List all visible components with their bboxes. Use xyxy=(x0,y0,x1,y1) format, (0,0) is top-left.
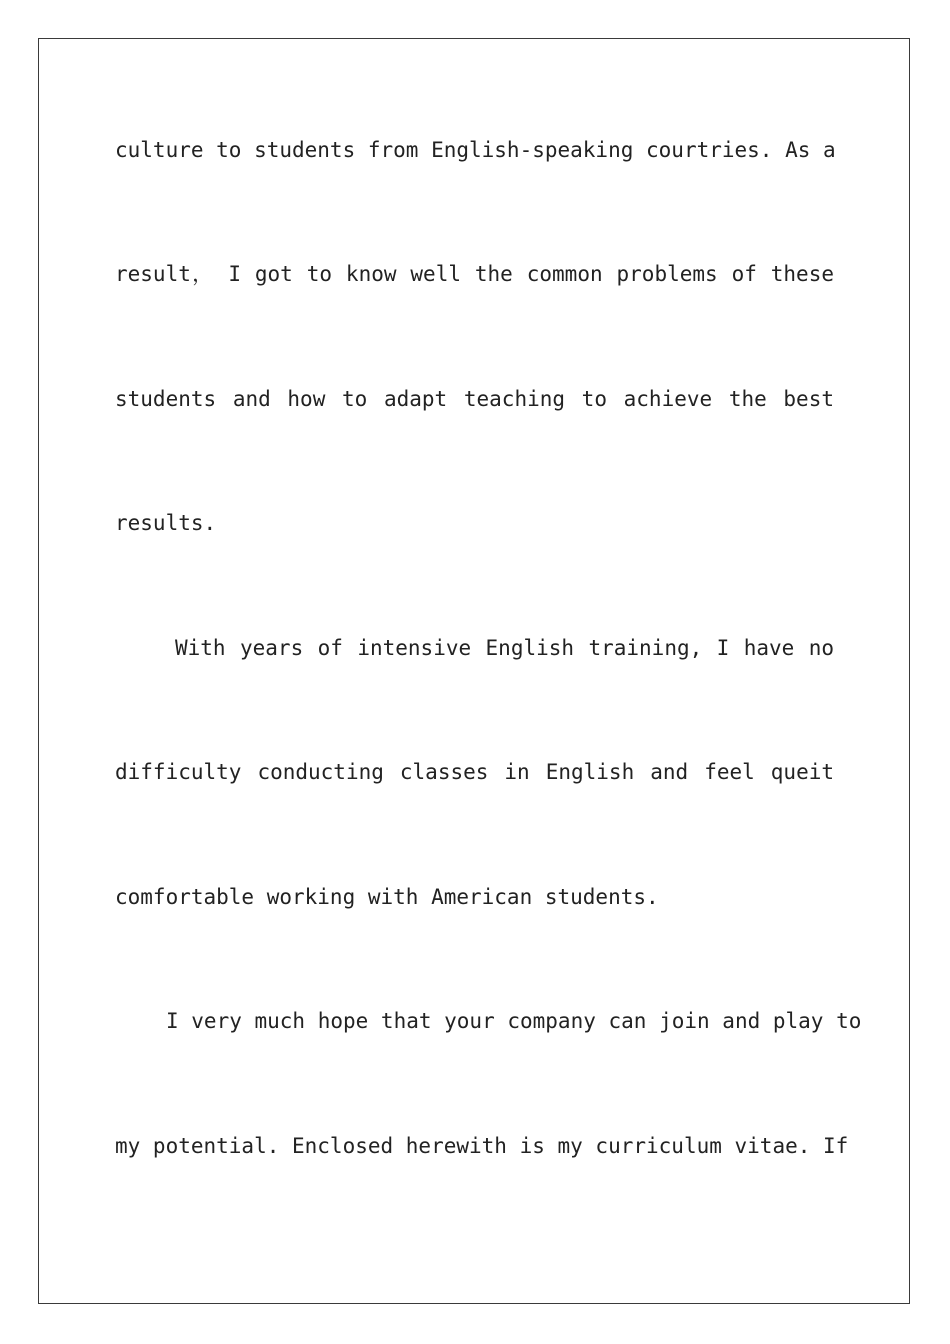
paragraph-first-line: I very much hope that your company can join and play to xyxy=(166,1009,862,1033)
paragraph-first-line: With years of intensive English training, I have no xyxy=(175,636,834,660)
text-line: culture to students from English-speaking courtries. As a xyxy=(115,138,836,162)
page-frame xyxy=(38,38,910,1304)
text-line: results. xyxy=(115,511,217,535)
text-line: students and how to adapt teaching to achieve the best xyxy=(115,387,834,411)
text-line: result， I got to know well the common problems of these xyxy=(115,262,834,286)
text-line: comfortable working with American students. xyxy=(115,885,659,909)
text-line: my potential. Enclosed herewith is my curriculum vitae. If xyxy=(115,1134,849,1158)
text-line: difficulty conducting classes in English and feel queit xyxy=(115,760,834,784)
